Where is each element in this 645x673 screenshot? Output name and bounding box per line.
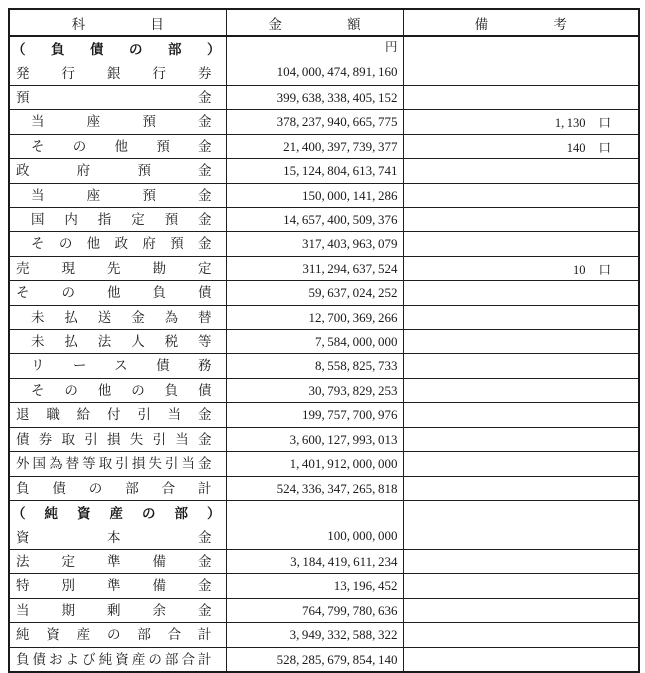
note-value: 10 — [572, 262, 586, 277]
amount-value: 13, 196, 452 — [333, 578, 398, 594]
amount-value: 199, 757, 700, 976 — [301, 407, 398, 423]
item-row — [9, 647, 639, 672]
amount-cell — [226, 598, 403, 622]
item-cell — [9, 159, 226, 183]
amount-cell — [226, 500, 403, 549]
item-cell — [9, 427, 226, 451]
item-label: 当座預金 — [31, 187, 212, 203]
amount-value: 59, 637, 024, 252 — [308, 285, 398, 301]
item-cell — [9, 36, 226, 86]
amount-value: 524, 336, 347, 265, 818 — [276, 480, 398, 496]
item-cell — [9, 623, 226, 647]
note-cell — [403, 281, 639, 305]
amount-cell — [226, 452, 403, 476]
amount-value: 8, 558, 825, 733 — [314, 358, 398, 374]
item-cell — [9, 134, 226, 158]
item-cell — [9, 549, 226, 573]
item-row — [9, 598, 639, 622]
section-row — [9, 500, 639, 549]
amount-cell — [226, 476, 403, 500]
item-label: 債券取引損失引当金 — [16, 431, 212, 447]
amount-cell — [226, 232, 403, 256]
item-label: 純資産の部合計 — [16, 627, 212, 643]
item-row — [9, 281, 639, 305]
amount-value: 317, 403, 963, 079 — [301, 236, 398, 252]
note-cell — [403, 232, 639, 256]
header-row — [9, 9, 639, 36]
item-cell — [9, 500, 226, 549]
currency-unit-label: 円 — [384, 40, 398, 54]
item-label: 負債および純資産の部合計 — [16, 651, 212, 667]
item-cell — [9, 208, 226, 232]
item-label: 預金 — [16, 90, 212, 105]
item-label: その他の負債 — [31, 382, 212, 398]
item-label: その他預金 — [31, 138, 212, 154]
item-label: 売現先勘定 — [16, 260, 212, 276]
note-cell — [403, 159, 639, 183]
note-cell — [403, 183, 639, 207]
item-cell — [9, 110, 226, 134]
amount-cell — [226, 574, 403, 598]
item-row — [9, 159, 639, 183]
header-amount: 金 額 — [226, 9, 403, 36]
amount-cell — [226, 378, 403, 402]
item-label: 特別準備金 — [16, 578, 212, 594]
note-value: 1, 130 — [554, 116, 586, 131]
amount-cell — [226, 403, 403, 427]
note-cell — [403, 598, 639, 622]
amount-value: 3, 184, 419, 611, 234 — [290, 553, 398, 569]
note-cell — [403, 36, 639, 86]
item-row — [9, 208, 639, 232]
amount-value: 14, 657, 400, 509, 376 — [283, 212, 398, 228]
note-cell — [403, 354, 639, 378]
amount-cell — [226, 159, 403, 183]
amount-value: 378, 237, 940, 665, 775 — [276, 114, 398, 130]
item-label: リース債務 — [31, 358, 212, 374]
item-row — [9, 232, 639, 256]
section-row — [9, 36, 639, 86]
amount-cell — [226, 134, 403, 158]
item-label: 資本金 — [16, 529, 212, 545]
amount-value: 7, 584, 000, 000 — [314, 334, 398, 350]
item-row — [9, 549, 639, 573]
note-unit-label: 口 — [598, 262, 611, 277]
note-cell — [403, 110, 639, 134]
item-row — [9, 452, 639, 476]
amount-cell — [226, 183, 403, 207]
item-row — [9, 378, 639, 402]
item-cell — [9, 256, 226, 280]
amount-value: 3, 949, 332, 588, 322 — [289, 627, 398, 643]
item-cell — [9, 86, 226, 110]
amount-cell — [226, 623, 403, 647]
amount-value: 104, 000, 474, 891, 160 — [276, 64, 398, 79]
item-label: 退職給付引当金 — [16, 407, 212, 423]
amount-value: 12, 700, 369, 266 — [308, 309, 398, 325]
item-row — [9, 330, 639, 354]
item-cell — [9, 183, 226, 207]
item-row — [9, 574, 639, 598]
note-unit-label: 口 — [598, 140, 611, 155]
note-cell — [403, 623, 639, 647]
amount-cell — [226, 36, 403, 86]
section-title: （純資産の部） — [12, 505, 221, 521]
item-cell — [9, 305, 226, 329]
note-cell — [403, 330, 639, 354]
amount-value: 764, 799, 780, 636 — [301, 602, 398, 618]
item-cell — [9, 354, 226, 378]
item-label: 当座預金 — [31, 114, 212, 130]
item-label: 外国為替等取引損失引当金 — [16, 456, 212, 472]
amount-cell — [226, 427, 403, 451]
section-title: （負債の部） — [12, 42, 221, 57]
amount-cell — [226, 330, 403, 354]
item-cell — [9, 403, 226, 427]
header-note: 備 考 — [403, 9, 639, 36]
note-cell — [403, 378, 639, 402]
item-row — [9, 427, 639, 451]
amount-value: 15, 124, 804, 613, 741 — [283, 163, 398, 179]
amount-cell — [226, 549, 403, 573]
item-label: 未払送金為替 — [31, 309, 212, 325]
note-cell — [403, 647, 639, 672]
amount-cell — [226, 110, 403, 134]
item-cell — [9, 574, 226, 598]
balance-sheet-table — [8, 8, 640, 673]
item-row — [9, 183, 639, 207]
table-body — [9, 36, 639, 672]
note-cell — [403, 549, 639, 573]
item-label: 負債の部合計 — [16, 480, 212, 496]
amount-value: 1, 401, 912, 000, 000 — [289, 456, 398, 472]
note-cell — [403, 452, 639, 476]
item-cell — [9, 598, 226, 622]
item-row — [9, 305, 639, 329]
note-unit-label: 口 — [598, 116, 611, 131]
amount-cell — [226, 647, 403, 672]
note-cell — [403, 305, 639, 329]
item-cell — [9, 330, 226, 354]
amount-value: 311, 294, 637, 524 — [302, 260, 398, 276]
item-cell — [9, 281, 226, 305]
item-label: 政府預金 — [16, 163, 212, 179]
amount-cell — [226, 281, 403, 305]
note-cell — [403, 256, 639, 280]
amount-value: 528, 285, 679, 854, 140 — [276, 651, 398, 667]
amount-value: 3, 600, 127, 993, 013 — [289, 431, 398, 447]
amount-value: 100, 000, 000 — [327, 527, 398, 543]
item-label: 国内指定預金 — [31, 212, 212, 228]
item-row — [9, 134, 639, 158]
item-row — [9, 476, 639, 500]
item-label: その他負債 — [16, 285, 212, 301]
item-label: 当期剰余金 — [16, 602, 212, 618]
note-cell — [403, 403, 639, 427]
item-label: その他政府預金 — [31, 236, 212, 252]
amount-value: 30, 793, 829, 253 — [308, 382, 398, 398]
item-row — [9, 256, 639, 280]
amount-value: 21, 400, 397, 739, 377 — [283, 138, 398, 154]
item-cell — [9, 232, 226, 256]
item-label: 法定準備金 — [16, 553, 212, 569]
item-row — [9, 623, 639, 647]
amount-cell — [226, 208, 403, 232]
amount-cell — [226, 354, 403, 378]
amount-value: 150, 000, 141, 286 — [301, 187, 398, 203]
header-subject: 科 目 — [9, 9, 226, 36]
note-cell — [403, 86, 639, 110]
item-row — [9, 86, 639, 110]
note-cell — [403, 500, 639, 549]
amount-cell — [226, 86, 403, 110]
item-row — [9, 403, 639, 427]
item-row — [9, 354, 639, 378]
item-label: 発行銀行券 — [16, 66, 212, 81]
item-cell — [9, 378, 226, 402]
item-cell — [9, 647, 226, 672]
amount-value: 399, 638, 338, 405, 152 — [276, 90, 398, 105]
amount-cell — [226, 256, 403, 280]
note-cell — [403, 134, 639, 158]
item-label: 未払法人税等 — [31, 334, 212, 350]
item-cell — [9, 476, 226, 500]
note-cell — [403, 208, 639, 232]
currency-unit-label — [227, 501, 403, 522]
item-cell — [9, 452, 226, 476]
amount-cell — [226, 305, 403, 329]
note-cell — [403, 476, 639, 500]
note-cell — [403, 427, 639, 451]
item-row — [9, 110, 639, 134]
note-value: 140 — [566, 140, 586, 155]
note-cell — [403, 574, 639, 598]
